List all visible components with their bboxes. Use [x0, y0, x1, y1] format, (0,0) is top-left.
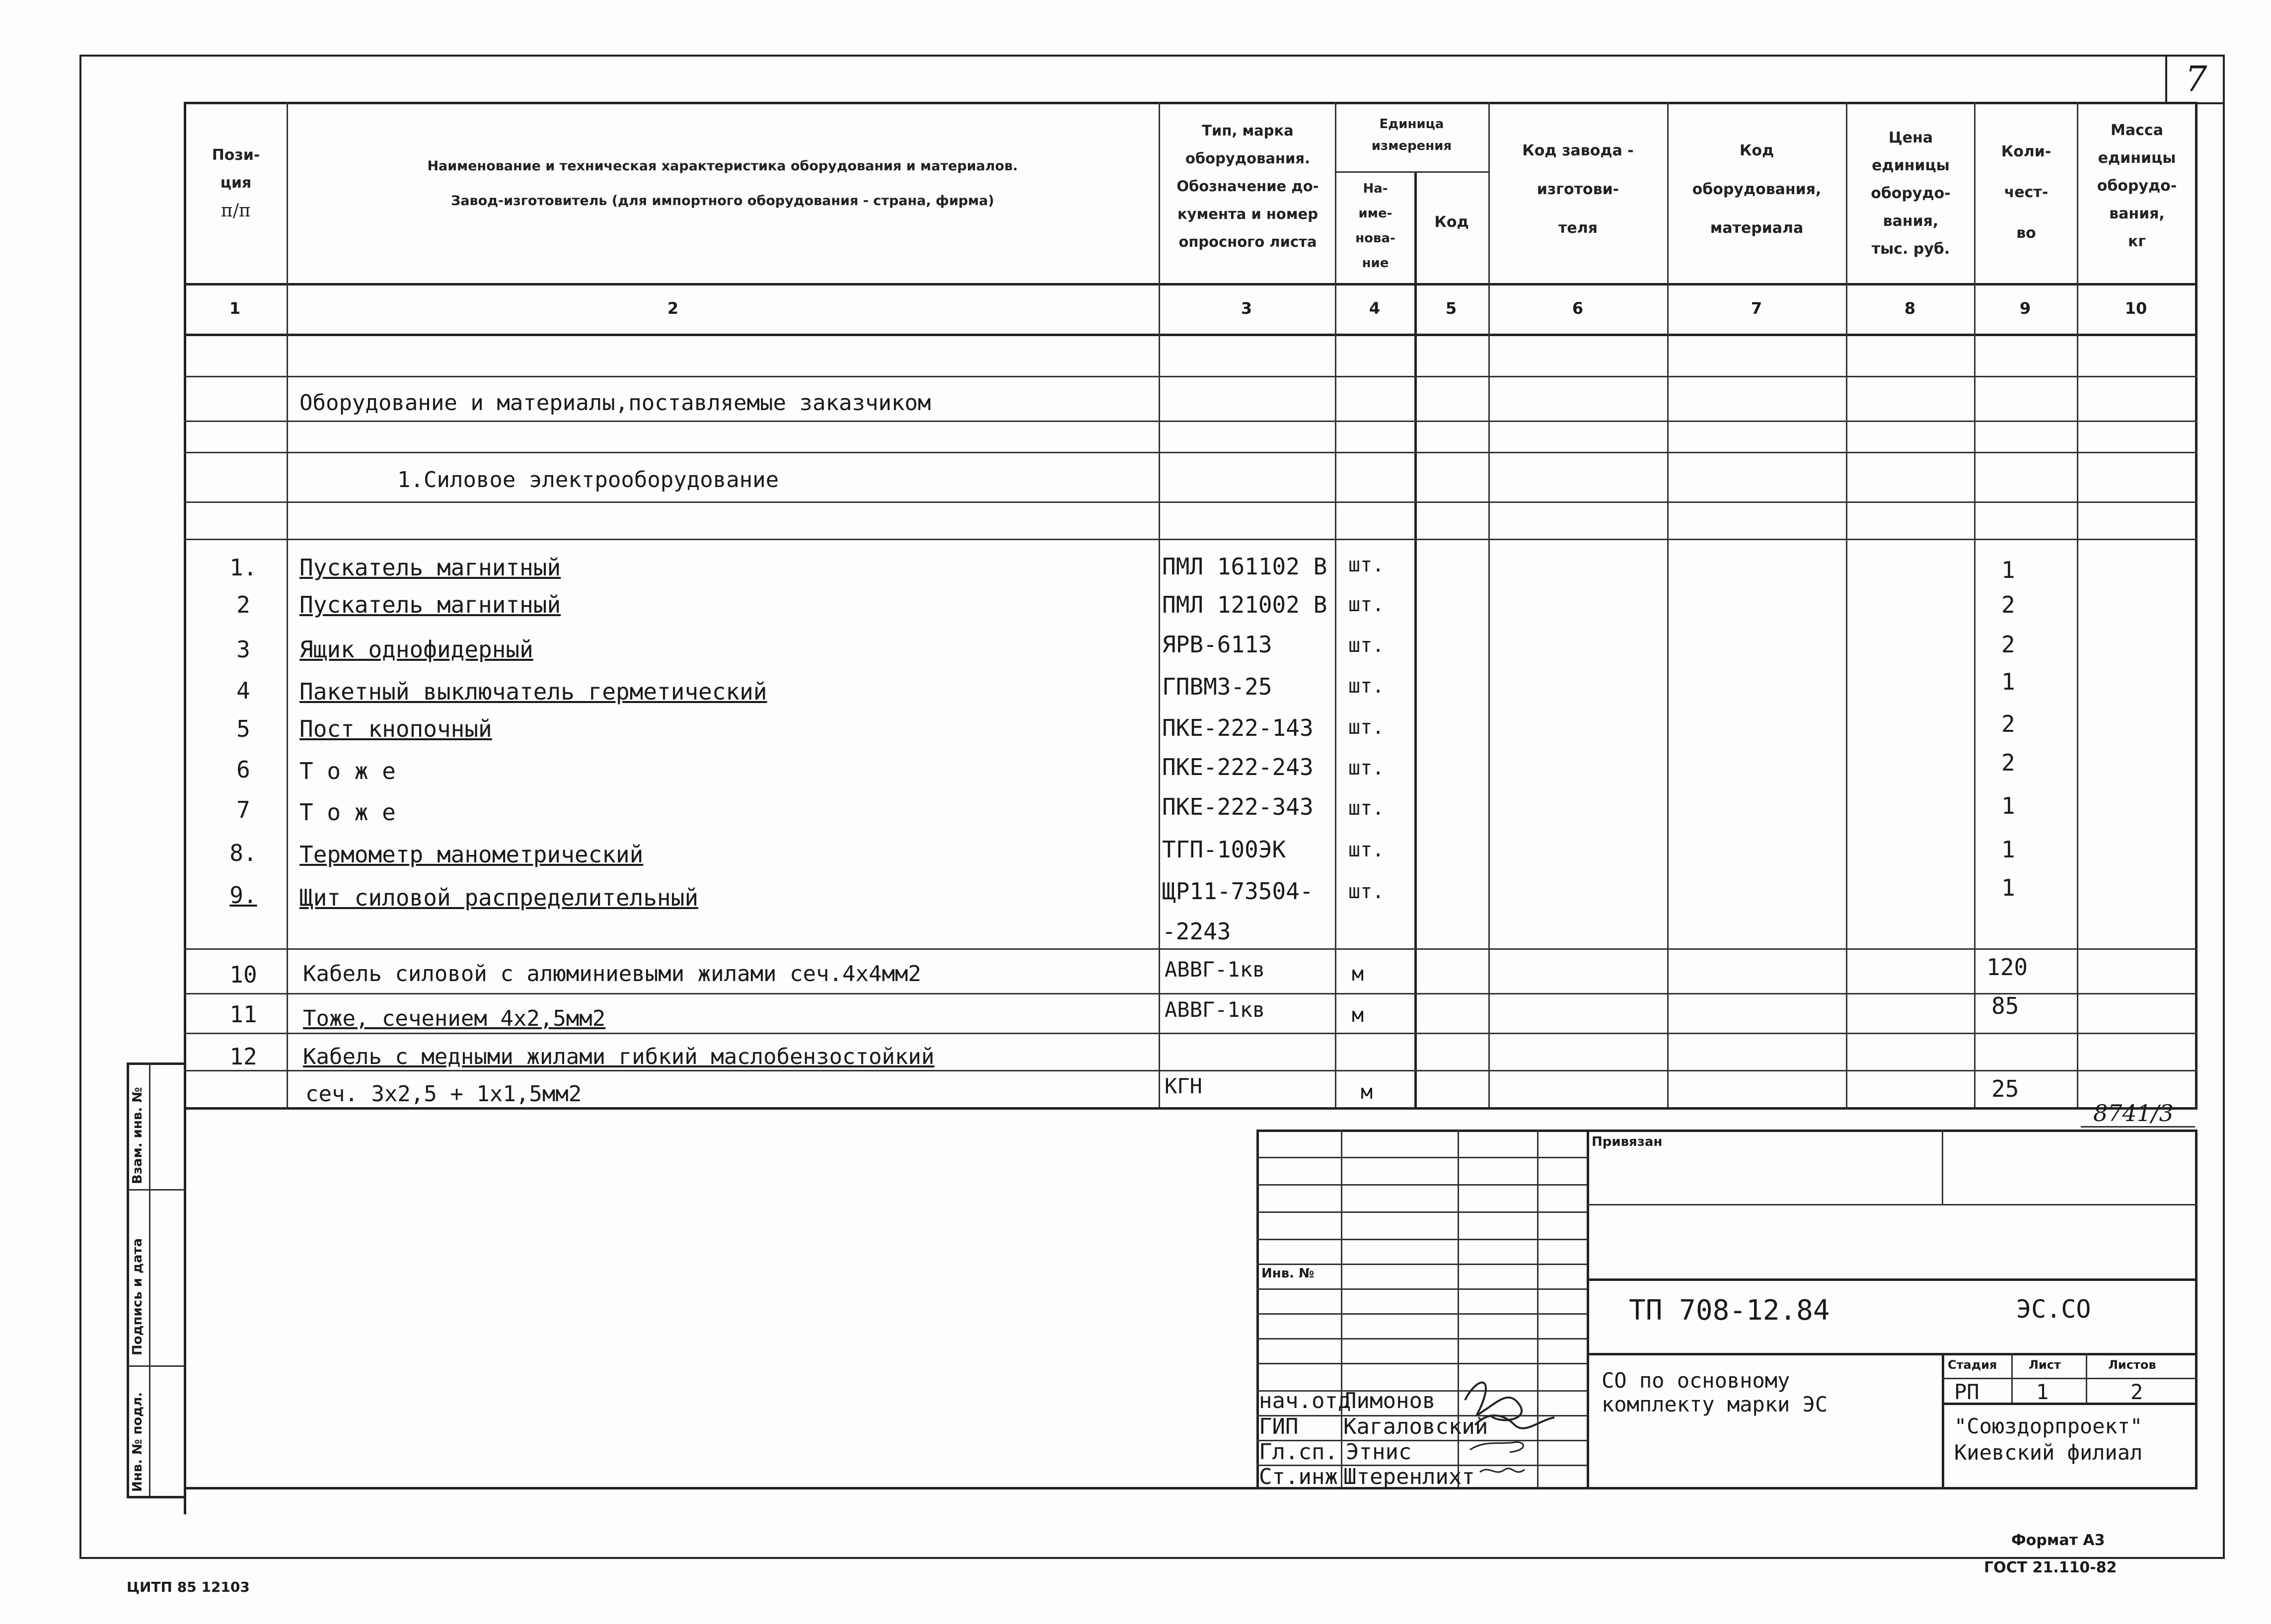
table-right-border	[2195, 102, 2198, 1107]
tb-line	[1942, 1204, 2197, 1205]
row-unit: м	[1352, 1004, 1364, 1027]
row-line	[184, 539, 2198, 540]
row-name: Ящик однофидерный	[299, 636, 533, 663]
row-unit: шт.	[1348, 797, 1385, 820]
side-stamp-line	[149, 1062, 150, 1497]
row-name: Тоже, сечением 4х2,5мм2	[303, 1006, 606, 1031]
row-position: 4	[236, 677, 250, 704]
row-position: 3	[236, 636, 250, 663]
colnum: 9	[2019, 299, 2031, 318]
col-line	[2077, 102, 2078, 1107]
tb-line	[1942, 1130, 1943, 1204]
sheets-value: 2	[2130, 1380, 2143, 1404]
tb-line	[1587, 1130, 1589, 1487]
format-label: Формат А3	[2011, 1532, 2105, 1549]
row-qty: 85	[1991, 992, 2019, 1019]
privyazan-label: Привязан	[1592, 1134, 1663, 1149]
tb-line	[1256, 1313, 1587, 1315]
inv-no-label: Инв. №	[1261, 1266, 1315, 1281]
row-unit: шт.	[1348, 839, 1385, 861]
tb-line	[1256, 1338, 1587, 1340]
colnum: 10	[2124, 299, 2147, 318]
colnum: 8	[1904, 299, 1916, 318]
staff-name: Лимонов	[1343, 1388, 1436, 1413]
staff-name: Штеренлихт	[1343, 1464, 1475, 1489]
side-stamp-line	[127, 1496, 185, 1498]
tb-line	[1256, 1239, 1587, 1240]
row-unit: м	[1352, 963, 1364, 986]
row-line	[184, 1033, 2198, 1034]
row-type: ЩР11-73504-	[1162, 878, 1314, 905]
row-qty: 1	[2001, 874, 2015, 901]
row-line	[184, 501, 2198, 503]
row-position: 7	[236, 796, 250, 823]
row-name: Пускатель магнитный	[299, 554, 561, 581]
row-qty: 1	[2001, 836, 2015, 863]
row-qty: 2	[2001, 631, 2015, 658]
colnum: 2	[667, 299, 679, 318]
row-unit: шт.	[1348, 634, 1385, 657]
side-stamp-vzam: Взам. инв. №	[130, 1087, 145, 1184]
header-quantity: Коли- чест- во	[2001, 143, 2051, 242]
row-name: Пост кнопочный	[299, 715, 492, 742]
title-block-bottom	[184, 1487, 2198, 1489]
doc-index: 8741/3	[2093, 1100, 2174, 1127]
tb-line	[1942, 1353, 1944, 1487]
row-position: 6	[236, 756, 250, 783]
row-type: ТГП-100ЭК	[1162, 836, 1286, 863]
row-type: ПКЕ-222-243	[1162, 754, 1314, 780]
org-line2: Киевский филиал	[1954, 1440, 2143, 1465]
tb-line	[1256, 1211, 1587, 1213]
row-name: Термометр манометрический	[299, 841, 644, 868]
row-name: Т о ж е	[299, 799, 396, 826]
row-position: 11	[229, 1001, 257, 1028]
table-left-border	[184, 102, 186, 1514]
colnum: 6	[1572, 299, 1584, 318]
org-line1: "Союздорпроект"	[1954, 1414, 2143, 1438]
tb-line	[1587, 1278, 2197, 1281]
row-qty: 1	[2001, 557, 2015, 583]
side-stamp-podpis: Подпись и дата	[130, 1238, 145, 1355]
colnum: 3	[1241, 299, 1252, 318]
row-unit: шт.	[1348, 716, 1385, 739]
title-block-right	[2195, 1130, 2198, 1487]
header-name: Наименование и техническая характеристика оборудования и материалов. Завод-изготовитель (для импортного оборудования - страна, фирма)	[427, 158, 1018, 209]
unit-header-split	[1335, 171, 1488, 173]
row-type: ПКЕ-222-343	[1162, 793, 1314, 820]
stage-label: Стадия	[1948, 1358, 1997, 1372]
row-unit: шт.	[1348, 593, 1385, 616]
side-stamp-border	[127, 1062, 129, 1497]
row-unit: шт.	[1348, 554, 1385, 576]
row-line	[184, 993, 2198, 994]
row-unit: м	[1361, 1081, 1373, 1104]
row-qty: 25	[1991, 1075, 2019, 1102]
row-position: 12	[229, 1043, 257, 1070]
row-name: Щит силовой распределительный	[299, 884, 699, 911]
section-title: Оборудование и материалы,поставляемые заказчиком	[299, 390, 931, 416]
row-qty: 2	[2001, 710, 2015, 737]
row-type: АВВГ-1кв	[1165, 957, 1265, 982]
col-line	[1159, 102, 1160, 1107]
sheets-label: Листов	[2108, 1358, 2156, 1372]
row-name: Кабель с медными жилами гибкий маслобензостойкий	[303, 1044, 935, 1069]
row-qty: 2	[2001, 591, 2015, 618]
row-line	[184, 948, 2198, 950]
sheet-frame	[79, 55, 2225, 1559]
row-position: 1.	[229, 554, 257, 581]
header-mass: Масса единицы оборудо- вания, кг	[2097, 122, 2177, 250]
row-type: ПМЛ 121002 В	[1162, 591, 1327, 618]
row-line	[184, 376, 2198, 377]
row-unit: шт.	[1348, 757, 1385, 779]
header-price: Цена единицы оборудо- вания, тыс. руб.	[1871, 129, 1951, 258]
colnum: 7	[1751, 299, 1762, 318]
tb-line	[1256, 1264, 1587, 1265]
tb-line	[1256, 1363, 1587, 1364]
gost-label: ГОСТ 21.110-82	[1984, 1559, 2117, 1576]
row-name: Т о ж е	[299, 758, 396, 784]
corner-number: 7	[2185, 59, 2207, 99]
staff-role: Гл.сп.	[1259, 1439, 1338, 1465]
staff-name: Кагаловский	[1343, 1414, 1488, 1439]
header-factory-code: Код завода - изготови- теля	[1522, 142, 1634, 237]
title-block-top	[1256, 1130, 2198, 1132]
tb-line	[1256, 1184, 1587, 1186]
header-type: Тип, марка оборудования. Обозначение до- кумента и номер опросного листа	[1176, 122, 1319, 250]
stage-value: РП	[1954, 1380, 1979, 1404]
side-stamp-inv-podl: Инв. № подл.	[130, 1392, 145, 1492]
row-qty: 120	[1986, 954, 2028, 981]
side-stamp-line	[127, 1365, 185, 1367]
doc-index-underline	[2081, 1126, 2195, 1128]
colnum: 1	[229, 299, 241, 318]
header-unit: Единица измерения	[1371, 117, 1452, 153]
row-name-continued: сеч. 3х2,5 + 1х1,5мм2	[305, 1081, 582, 1107]
row-position: 5	[236, 715, 250, 742]
row-name: Кабель силовой с алюминиевыми жилами сеч.4х4мм2	[303, 961, 922, 987]
sheet-value: 1	[2036, 1380, 2049, 1404]
colnum: 5	[1445, 299, 1457, 318]
row-type-continued: -2243	[1162, 918, 1231, 945]
subsection-title: 1.Силовое электрооборудование	[397, 467, 779, 493]
doc-code: ТП 708-12.84	[1629, 1294, 1830, 1327]
row-line	[184, 421, 2198, 422]
row-type: АВВГ-1кв	[1165, 997, 1265, 1022]
row-qty: 1	[2001, 792, 2015, 819]
row-line	[184, 452, 2198, 453]
row-position: 10	[229, 961, 257, 988]
row-qty: 1	[2001, 668, 2015, 695]
sheet-label: Лист	[2029, 1358, 2061, 1372]
row-position: 8.	[229, 840, 257, 866]
tb-line	[2011, 1353, 2013, 1403]
colnum-bottom-line	[184, 334, 2198, 336]
tb-line	[1256, 1288, 1587, 1290]
table-top-border	[184, 102, 2198, 104]
row-line	[184, 1070, 2198, 1071]
header-position: Пози- ция п/п	[212, 146, 260, 221]
doc-title-line2: комплекту марки ЭС	[1602, 1392, 1828, 1416]
tb-line	[1942, 1378, 2197, 1379]
col-line	[1335, 102, 1336, 1107]
row-unit: шт.	[1348, 675, 1385, 698]
col-line	[1414, 171, 1417, 1107]
tb-line	[1341, 1130, 1342, 1487]
row-position: 9.	[229, 882, 257, 909]
staff-name: Этнис	[1346, 1439, 1412, 1465]
staff-role: нач.отд	[1259, 1388, 1351, 1413]
signature-marks	[1455, 1370, 1584, 1489]
row-type: ГПВМЗ-25	[1162, 673, 1272, 700]
header-bottom-line	[184, 283, 2198, 285]
row-position: 2	[236, 591, 250, 618]
staff-role: Ст.инж	[1259, 1464, 1338, 1489]
row-type: ПМЛ 161102 В	[1162, 553, 1327, 580]
colnum: 4	[1369, 299, 1381, 318]
table-body-bottom	[184, 1107, 2198, 1110]
tb-line	[2086, 1353, 2087, 1403]
staff-role: ГИП	[1259, 1414, 1299, 1439]
doc-title-line1: СО по основному	[1602, 1368, 1790, 1393]
col-line	[1667, 102, 1669, 1107]
doc-mark: ЭС.СО	[2016, 1295, 2091, 1324]
printer-mark: ЦИТП 85 12103	[127, 1579, 250, 1595]
row-type: КГН	[1165, 1074, 1202, 1098]
header-unit-name: На- име- нова- ние	[1355, 181, 1395, 271]
row-qty: 2	[2001, 749, 2015, 776]
side-stamp-line	[127, 1189, 185, 1191]
row-type: ЯРВ-6113	[1162, 631, 1272, 658]
tb-line	[1256, 1157, 1587, 1158]
tb-line	[1942, 1403, 2197, 1405]
col-line	[1488, 102, 1490, 1107]
tb-line	[1587, 1353, 2197, 1355]
header-unit-code: Код	[1434, 213, 1469, 231]
row-type: ПКЕ-222-143	[1162, 714, 1314, 741]
side-stamp-line	[127, 1062, 185, 1065]
row-name: Пакетный выключатель герметический	[299, 678, 767, 705]
row-unit: шт.	[1348, 880, 1385, 903]
header-equipment-code: Код оборудования, материала	[1692, 142, 1822, 237]
row-name: Пускатель магнитный	[299, 591, 561, 618]
